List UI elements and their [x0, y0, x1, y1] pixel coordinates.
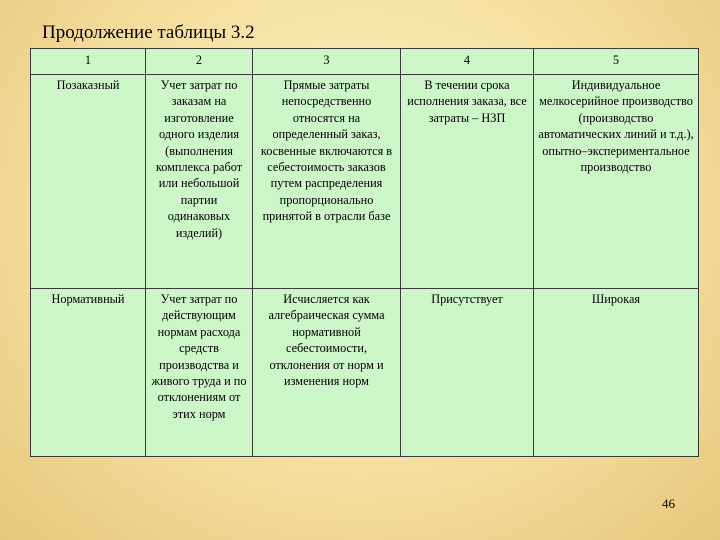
table-cell: В течении срока исполнения заказа, все затраты – НЗП	[401, 75, 534, 289]
column-header: 3	[253, 49, 401, 75]
page-number: 46	[662, 496, 675, 511]
column-header: 5	[534, 49, 699, 75]
slide-title: Продолжение таблицы 3.2	[42, 22, 255, 43]
table-cell: Широкая	[534, 289, 699, 457]
data-table	[30, 48, 699, 457]
table-cell: Учет затрат по заказам на изготовление одного изделия (выполнения комплекса работ или небольшой партии одинаковых изделий)	[146, 75, 253, 289]
table-cell: Позаказный	[31, 75, 146, 289]
table-row	[31, 75, 699, 289]
table-cell: Присутствует	[401, 289, 534, 457]
table-header-row	[31, 49, 699, 75]
table-cell: Нормативный	[31, 289, 146, 457]
column-header: 4	[401, 49, 534, 75]
table-row	[31, 289, 699, 457]
table-cell: Учет затрат по действующим нормам расхода средств производства и живого труда и по отклонениям от этих норм	[146, 289, 253, 457]
table-cell: Прямые затраты непосредственно относятся на определенный заказ, косвенные включаются в себестоимость заказов путем распределения пропорционально принятой в отрасли базе	[253, 75, 401, 289]
table-cell: Исчисляется как алгебраическая сумма нормативной себестоимости, отклонения от норм и изменения норм	[253, 289, 401, 457]
table-cell: Индивидуальное мелкосерийное производство (производство автоматических линий и т.д.), опытно–экспериментальное производство	[534, 75, 699, 289]
column-header: 2	[146, 49, 253, 75]
column-header: 1	[31, 49, 146, 75]
